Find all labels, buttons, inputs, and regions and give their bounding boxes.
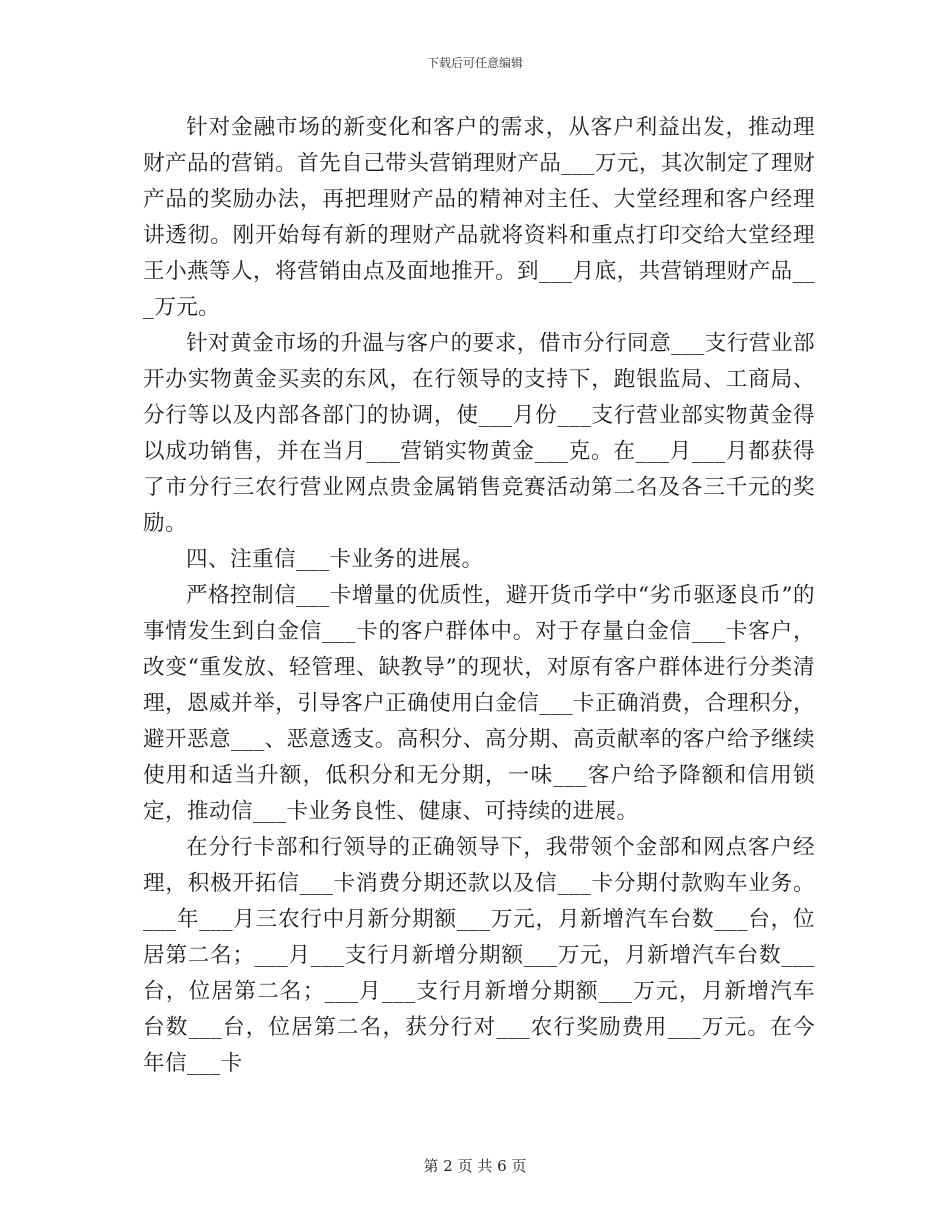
page-header: 下载后可任意编辑 bbox=[426, 56, 523, 70]
page-footer: 第 2 页 共 6 页 bbox=[423, 1157, 527, 1175]
paragraph-credit-control: 严格控制信___卡增量的优质性，避开货币学中“劣币驱逐良币”的事情发生到白金信___卡的客户群体中。对于存量白金信___卡客户，改变“重发放、轻管理、缺教导”的现状，对原有客户群体进行分类清理，恩威并举，引导客户正确使用白金信___卡正确消费，合理积分，避开恶意___、恶意透支。高积分、高分期、高贡献率的客户给予继续使用和适当升额，低积分和无分期，一味___客户给予降额和信用锁定，推动信___卡业务良性、健康、可持续的进展。 bbox=[143, 583, 815, 824]
document-body bbox=[143, 110, 815, 1082]
paragraph-gold-sales: 针对黄金市场的升温与客户的要求，借市分行同意___支行营业部开办实物黄金买卖的东风，在行领导的支持下，跑银监局、工商局、分行等以及内部各部门的协调，使___月份___支行营业部实物黄金得以成功销售，并在当月___营销实物黄金___克。在___月___月都获得了市分行三农行营业网点贵金属销售竞赛活动第二名及各三千元的奖励。 bbox=[143, 331, 815, 536]
section-heading-credit-card: 四、注重信___卡业务的进展。 bbox=[186, 547, 484, 572]
paragraph-installment-business: 在分行卡部和行领导的正确领导下，我带领个金部和网点客户经理，积极开拓信___卡消费分期还款以及信___卡分期付款购车业务。___年___月三农行中月新分期额___万元，月新增汽车台数___台，位居第二名；___月___支行月新增分期额___万元，月新增汽车台数___台，位居第二名；___月___支行月新增分期额___万元，月新增汽车台数___台，位居第二名，获分行对___农行奖励费用___万元。在今年信___卡 bbox=[143, 835, 815, 1076]
paragraph-wealth-products: 针对金融市场的新变化和客户的需求，从客户利益出发，推动理财产品的营销。首先自己带头营销理财产品___万元，其次制定了理财产品的奖励办法，再把理财产品的精神对主任、大堂经理和客户经理讲透彻。刚开始每有新的理财产品就将资料和重点打印交给大堂经理王小燕等人，将营销由点及面地推开。到___月底，共营销理财产品___万元。 bbox=[143, 115, 815, 320]
